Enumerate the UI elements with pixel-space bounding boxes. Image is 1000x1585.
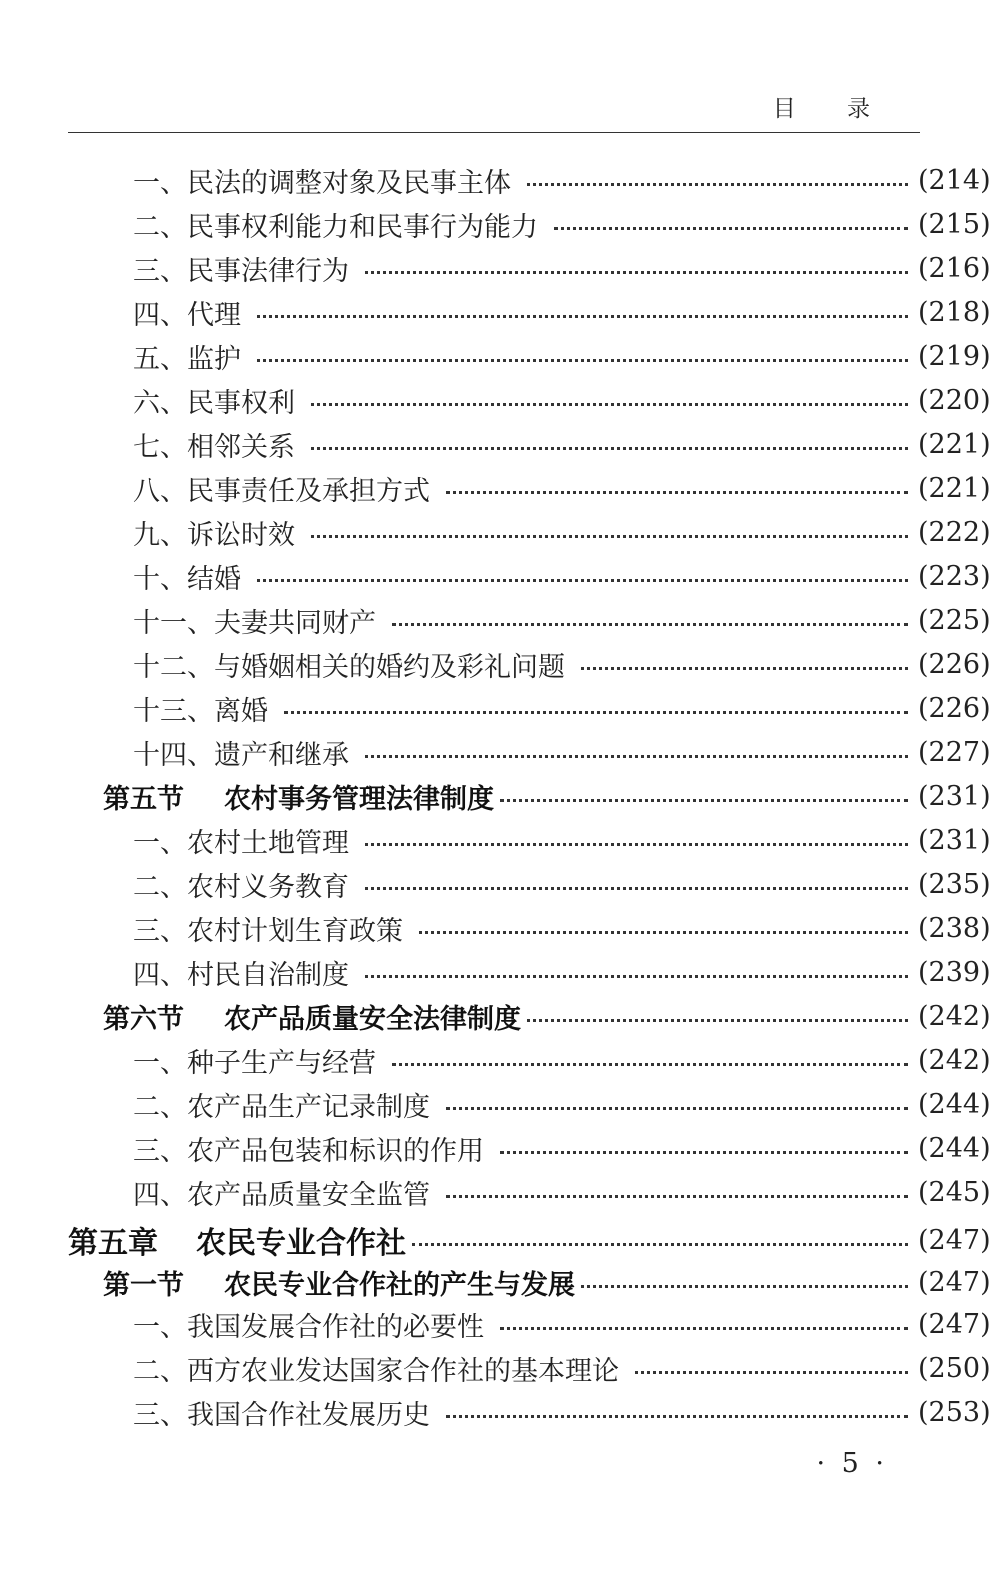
- dot-leader: [446, 1195, 908, 1198]
- dot-leader: [365, 975, 908, 978]
- toc-entry-page: (226): [918, 692, 991, 724]
- toc-item-row: [0, 1390, 1000, 1434]
- toc-entry-title: 十二、与婚姻相关的婚约及彩礼问题: [133, 651, 565, 683]
- toc-section-row: [0, 994, 1000, 1038]
- toc-entry-page: (220): [918, 384, 991, 416]
- toc-item-row: [0, 246, 1000, 290]
- toc-entry-page: (231): [918, 824, 991, 856]
- toc-entry-page: (227): [918, 736, 991, 768]
- toc-entry-title: 四、代理: [133, 299, 241, 331]
- toc-entry-title: 一、民法的调整对象及民事主体: [133, 167, 511, 199]
- toc-entry-label: [0, 645, 565, 684]
- toc-entry-title: 二、农村义务教育: [133, 871, 349, 903]
- toc-item-row: [0, 686, 1000, 730]
- toc-entry-page: (245): [918, 1176, 991, 1208]
- dot-leader: [419, 931, 908, 934]
- toc-entry-label: [0, 1173, 430, 1212]
- toc-entry-label: [0, 1085, 430, 1124]
- toc-entry-title: 十三、离婚: [133, 695, 268, 727]
- toc-entry-page: (221): [918, 472, 991, 504]
- dot-leader: [311, 447, 908, 450]
- dot-leader: [635, 1371, 908, 1374]
- toc-entry-title: 六、民事权利: [133, 387, 295, 419]
- dot-leader: [412, 1243, 908, 1246]
- toc-entry-title: 十、结婚: [133, 563, 241, 595]
- toc-entry-title: 一、种子生产与经营: [133, 1047, 376, 1079]
- toc-entry-page: (225): [918, 604, 991, 636]
- toc-entry-label: [0, 601, 376, 640]
- running-header: [68, 88, 920, 133]
- toc-entry-title: 四、村民自治制度: [133, 959, 349, 991]
- toc-item-row: [0, 730, 1000, 774]
- toc-item-row: [0, 862, 1000, 906]
- toc-entry-label: [0, 1393, 430, 1432]
- toc-entry-label: [0, 689, 268, 728]
- toc-entry-label: [0, 557, 241, 596]
- toc-entry-label: [0, 1305, 484, 1344]
- toc-item-row: [0, 202, 1000, 246]
- dot-leader: [257, 359, 908, 362]
- toc-entry-label: [0, 381, 295, 420]
- toc-entry-page: (244): [918, 1132, 991, 1164]
- toc-entry-title: 九、诉讼时效: [133, 519, 295, 551]
- toc-entry-label: [0, 1218, 406, 1262]
- dot-leader: [365, 843, 908, 846]
- toc-item-row: [0, 334, 1000, 378]
- toc-entry-label: [0, 953, 349, 992]
- toc-entry-page: (253): [918, 1396, 991, 1428]
- toc-entry-page: (247): [918, 1224, 991, 1256]
- toc-item-row: [0, 1126, 1000, 1170]
- dot-leader: [446, 491, 908, 494]
- toc-entry-label: [0, 205, 538, 244]
- toc-entry-page: (235): [918, 868, 991, 900]
- toc-entry-title: 二、民事权利能力和民事行为能力: [133, 211, 538, 243]
- toc-entry-page: (226): [918, 648, 991, 680]
- toc-entry-page: (223): [918, 560, 991, 592]
- dot-leader: [554, 227, 908, 230]
- toc-entry-page: (222): [918, 516, 991, 548]
- toc-entry-page: (238): [918, 912, 991, 944]
- toc-entry-label: [0, 469, 430, 508]
- toc-entry-title: 三、农村计划生育政策: [133, 915, 403, 947]
- dot-leader: [311, 535, 908, 538]
- toc-entry-page: (231): [918, 780, 991, 812]
- dot-leader: [527, 1019, 908, 1022]
- toc-item-row: [0, 554, 1000, 598]
- dot-leader: [392, 1063, 908, 1066]
- toc-entry-label: [0, 909, 403, 948]
- dot-leader: [257, 315, 908, 318]
- page-number: · 5 ·: [816, 1448, 888, 1479]
- toc-entry-page: (214): [918, 164, 991, 196]
- toc-entry-title: 四、农产品质量安全监管: [133, 1179, 430, 1211]
- toc-entry-page: (242): [918, 1044, 991, 1076]
- dot-leader: [500, 799, 908, 802]
- toc-entry-label: [0, 997, 521, 1036]
- dot-leader: [365, 887, 908, 890]
- toc-entry-title: 农民专业合作社: [196, 1226, 406, 1261]
- toc-item-row: [0, 1302, 1000, 1346]
- toc-entry-page: (219): [918, 340, 991, 372]
- toc-entry-label: [0, 425, 295, 464]
- toc-entry-page: (242): [918, 1000, 991, 1032]
- toc-entry-label: [0, 821, 349, 860]
- toc-item-row: [0, 1038, 1000, 1082]
- dot-leader: [392, 623, 908, 626]
- toc-section-row: [0, 1260, 1000, 1304]
- toc-entry-title: 三、我国合作社发展历史: [133, 1399, 430, 1431]
- toc-entry-number: 第五章: [68, 1226, 158, 1261]
- toc-entry-page: (244): [918, 1088, 991, 1120]
- toc-entry-title: 三、民事法律行为: [133, 255, 349, 287]
- toc-entry-label: [0, 293, 241, 332]
- toc-entry-title: 二、农产品生产记录制度: [133, 1091, 430, 1123]
- toc-entry-label: [0, 513, 295, 552]
- toc-entry-page: (215): [918, 208, 991, 240]
- toc-entry-title: 三、农产品包装和标识的作用: [133, 1135, 484, 1167]
- toc-item-row: [0, 818, 1000, 862]
- toc-entry-page: (247): [918, 1308, 991, 1340]
- dot-leader: [365, 755, 908, 758]
- dot-leader: [581, 1285, 908, 1288]
- toc-item-row: [0, 158, 1000, 202]
- toc-entry-title: 十四、遗产和继承: [133, 739, 349, 771]
- toc-entry-label: [0, 777, 494, 816]
- toc-entry-label: [0, 249, 349, 288]
- toc-entry-label: [0, 1263, 575, 1302]
- toc-item-row: [0, 642, 1000, 686]
- toc-item-row: [0, 1346, 1000, 1390]
- toc-entry-label: [0, 1129, 484, 1168]
- toc-entry-title: 一、农村土地管理: [133, 827, 349, 859]
- toc-item-row: [0, 510, 1000, 554]
- toc-entry-page: (250): [918, 1352, 991, 1384]
- toc-entry-label: [0, 161, 511, 200]
- toc-item-row: [0, 378, 1000, 422]
- dot-leader: [284, 711, 908, 714]
- dot-leader: [311, 403, 908, 406]
- toc-entry-page: (247): [918, 1266, 991, 1298]
- toc-entry-number: 第六节: [103, 1003, 184, 1035]
- toc-item-row: [0, 1082, 1000, 1126]
- toc-entry-title: 十一、夫妻共同财产: [133, 607, 376, 639]
- toc-entry-label: [0, 865, 349, 904]
- toc-entry-label: [0, 1041, 376, 1080]
- toc-chapter-row: [0, 1218, 1000, 1262]
- header-title: 目 录: [772, 96, 892, 122]
- dot-leader: [446, 1415, 908, 1418]
- toc-item-row: [0, 950, 1000, 994]
- toc-entry-page: (216): [918, 252, 991, 284]
- dot-leader: [365, 271, 908, 274]
- toc-entry-number: 第五节: [103, 783, 184, 815]
- toc-entry-label: [0, 733, 349, 772]
- toc-entry-label: [0, 1349, 619, 1388]
- toc-item-row: [0, 422, 1000, 466]
- toc-item-row: [0, 598, 1000, 642]
- toc-entry-page: (239): [918, 956, 991, 988]
- toc-item-row: [0, 1170, 1000, 1214]
- toc-entry-page: (218): [918, 296, 991, 328]
- toc-entry-title: 八、民事责任及承担方式: [133, 475, 430, 507]
- toc-section-row: [0, 774, 1000, 818]
- toc-entry-title: 农村事务管理法律制度: [224, 783, 494, 815]
- dot-leader: [581, 667, 908, 670]
- toc-entry-title: 五、监护: [133, 343, 241, 375]
- dot-leader: [257, 579, 908, 582]
- toc-item-row: [0, 290, 1000, 334]
- dot-leader: [500, 1151, 908, 1154]
- toc-entry-page: (221): [918, 428, 991, 460]
- toc-entry-label: [0, 337, 241, 376]
- toc-entry-title: 二、西方农业发达国家合作社的基本理论: [133, 1355, 619, 1387]
- toc-item-row: [0, 906, 1000, 950]
- dot-leader: [527, 183, 908, 186]
- toc-item-row: [0, 466, 1000, 510]
- toc-entry-title: 七、相邻关系: [133, 431, 295, 463]
- toc-entry-number: 第一节: [103, 1269, 184, 1301]
- toc-entry-title: 农民专业合作社的产生与发展: [224, 1269, 575, 1301]
- dot-leader: [446, 1107, 908, 1110]
- toc-entry-title: 一、我国发展合作社的必要性: [133, 1311, 484, 1343]
- dot-leader: [500, 1327, 908, 1330]
- toc-entry-title: 农产品质量安全法律制度: [224, 1003, 521, 1035]
